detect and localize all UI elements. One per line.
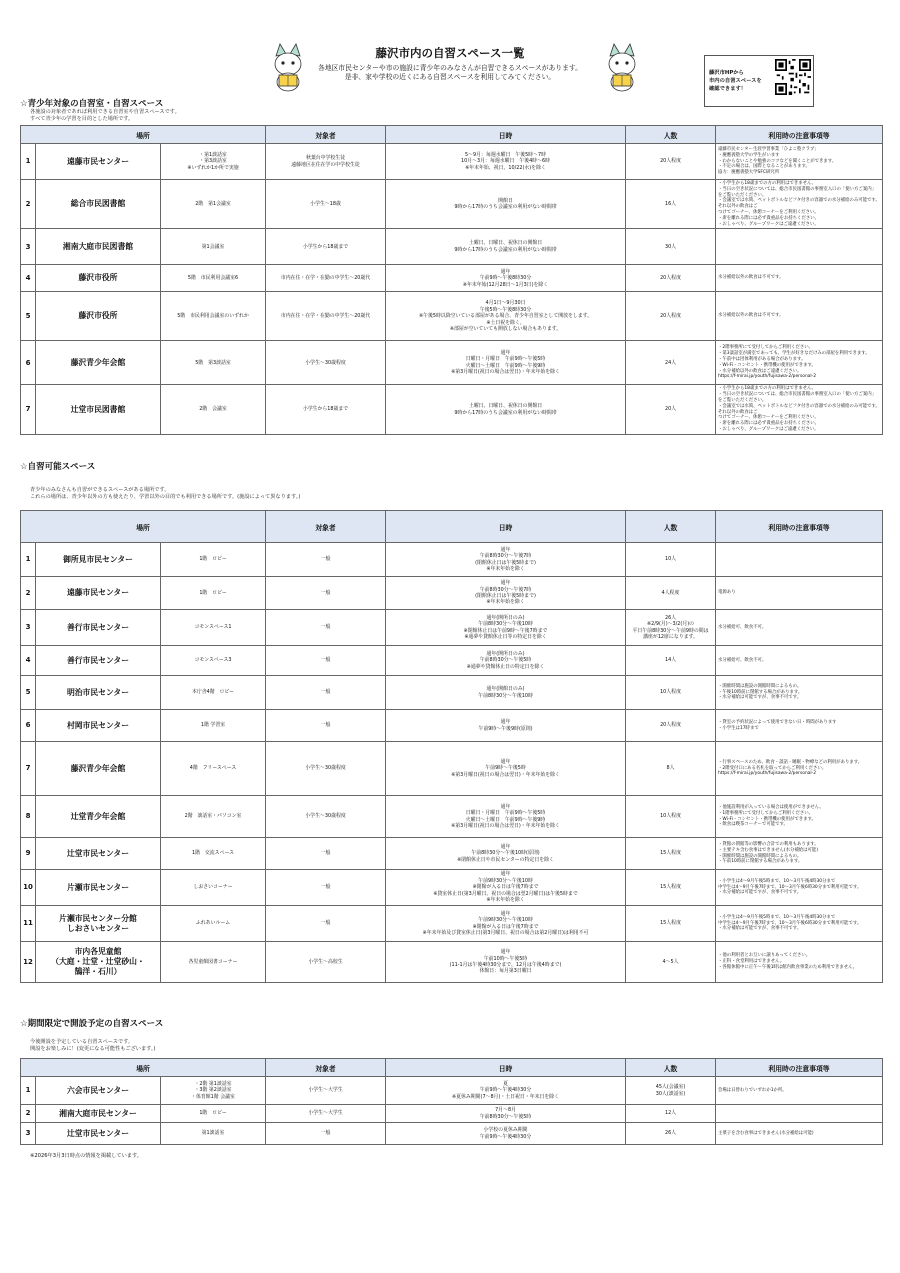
opening-hours: 通年(開所日のみ) 午前8時30分～午後5時 ※通夢や貸館休止日の特定日を除く [386, 646, 626, 676]
opening-hours: 通年 午前9時30分～午後10時 ※閉館が入る日は午後7時まで ※貸室休止日(第3月曜日、祝日の場合は翌2月曜日)は午後5時まで ※年末年始を除く [386, 870, 626, 906]
opening-hours: 通年 午前8時30分～午後10時(原則) ※閉館休止日や市民センターの特定日を除く [386, 838, 626, 870]
place-area: 本庁舎4階 ロビー [161, 676, 266, 710]
place-name: 辻堂市民センター [36, 1123, 161, 1145]
qr-box [704, 55, 814, 107]
place-area: 1階 ロビー [161, 577, 266, 610]
capacity: 26人 ※2/9(月)～3/2(月)の 平日午前8時30分～午前9時の間は 講座が12席になります。 [626, 610, 716, 646]
opening-hours: 小学校の夏休み期間 午前9時～午後4時30分 [386, 1123, 626, 1145]
row-number: 3 [21, 1123, 36, 1145]
usage-notes: ・他の利用者とお互いに譲りあってください。 ・正科・食堂利用はできません。 ・各館休館中に正午～午後1時は館内飲食事業のため利用できません。 [716, 942, 883, 983]
row-number: 11 [21, 906, 36, 942]
row-number: 6 [21, 710, 36, 742]
target-audience: 小学生から18歳まで [266, 385, 386, 434]
target-audience: 小学生～30歳程度 [266, 341, 386, 385]
place-name: 片瀬市民センター分館 しおさいセンター [36, 906, 161, 942]
target-audience: 小学生～大学生 [266, 1105, 386, 1123]
section-note: 今後開設を予定している自習スペースです。 開設をお楽しみに！(変更になる可能性もございます。) [30, 1039, 156, 1052]
row-number: 8 [21, 796, 36, 838]
row-number: 4 [21, 265, 36, 292]
table-body [21, 144, 883, 435]
usage-notes: 電源あり [716, 577, 883, 610]
section-title: ☆期間限定で開設予定の自習スペース [20, 1019, 164, 1029]
place-name: 遠藤市民センター [36, 577, 161, 610]
table-row [21, 180, 883, 229]
place-name: 御所見市民センター [36, 543, 161, 577]
capacity: 16人 [626, 180, 716, 229]
capacity: 30人 [626, 229, 716, 265]
target-audience: 小学生から18歳まで [266, 229, 386, 265]
table-row [21, 906, 883, 942]
target-audience: 小学生～高校生 [266, 942, 386, 983]
capacity: 15人程度 [626, 870, 716, 906]
footnote: ※2026年3月3日時点の情報を掲載しています。 [30, 1153, 142, 1159]
col-notes: 利用時の注意事項等 [716, 1059, 883, 1077]
capacity: 12人 [626, 1105, 716, 1123]
usage-notes: 主菜子を含む食事はできません(水分補給は可能) [716, 1123, 883, 1145]
target-audience: 一般 [266, 870, 386, 906]
opening-hours: 土曜日、日曜日、祝休日の開館日 9時から17時のうち会議室の利用がない時間帯 [386, 385, 626, 434]
target-audience: 小学生～18歳 [266, 180, 386, 229]
opening-hours: 7月～8月 午前8時30分～午後5時 [386, 1105, 626, 1123]
place-name: 六会市民センター [36, 1077, 161, 1105]
row-number: 12 [21, 942, 36, 983]
opening-hours: 通年 午前9時～午後5時 ※第3月曜日(祝日の場合は翌日)・年末年始を除く [386, 742, 626, 796]
target-audience: 市内在住・在学・在勤の中学生～20歳代 [266, 292, 386, 341]
capacity: 8人 [626, 742, 716, 796]
table-row [21, 292, 883, 341]
target-audience: 一般 [266, 577, 386, 610]
table-row [21, 265, 883, 292]
intro-text: 各地区市民センターや市の施設に青少年のみなさんが自習できるスペースがあります。 是非、家や学校の近くにある自習スペースを利用してみてください。 [318, 64, 582, 81]
col-notes: 利用時の注意事項等 [716, 511, 883, 543]
capacity: 20人程度 [626, 265, 716, 292]
capacity: 4～5人 [626, 942, 716, 983]
usage-notes: ・小学生から18歳までの方の利用はできません。 ・当日の空き状況については、総合市民図書館の事務室入口の「使い方ご案内」をご覧いただください。 ・会議室では水筒、ペットボトルなどフタ付きの容器での水分補給のみ可能です。それ以外の飲食はご つけてゴーナー、休憩コーナーをご利用ください。 ・席を離れる際には必ず貴重品をお持ちください。 ・おしゃべり、グループワークはご遠慮ください。 [716, 385, 883, 434]
place-name: 市内各児童館 （大庭・辻堂・辻堂砂山・ 鵠洋・石川） [36, 942, 161, 983]
col-datetime: 日時 [386, 126, 626, 144]
row-number: 7 [21, 385, 36, 434]
capacity: 24人 [626, 341, 716, 385]
table-body [21, 543, 883, 983]
table-row [21, 144, 883, 180]
row-number: 2 [21, 1105, 36, 1123]
row-number: 6 [21, 341, 36, 385]
usage-notes [716, 1105, 883, 1123]
target-audience: 秋葉台中学校生徒 遠藤地区在住在学の中学校生徒 [266, 144, 386, 180]
section-note: 各施設の対象者であれば利用できる自習室や自習スペースです。 すべて青少年の学習を目的とした場所です。 [30, 109, 180, 122]
target-audience: 小学生～30歳程度 [266, 742, 386, 796]
place-name: 善行市民センター [36, 646, 161, 676]
table-row [21, 710, 883, 742]
place-name: 総合市民図書館 [36, 180, 161, 229]
place-name: 藤沢市役所 [36, 265, 161, 292]
table-body [21, 1077, 883, 1145]
usage-notes: 水分補給可、飲食不可。 [716, 646, 883, 676]
usage-notes: 遠藤市民センター生涯学習事業「ひよこ塾クラブ」 ・慶應義塾大学の学生がいます ・わからないことや勉強のコツなどを聞くことができます。 ・不定の場合は、国際となることがあります。 協力：慶應義塾大学SFC研究所 [716, 144, 883, 180]
place-area: 5階 市民利用会議室6 [161, 265, 266, 292]
usage-notes: 水分補給以外の飲食は不可です。 [716, 292, 883, 341]
row-number: 3 [21, 229, 36, 265]
table-row [21, 543, 883, 577]
target-audience: 一般 [266, 543, 386, 577]
capacity: 4人程度 [626, 577, 716, 610]
table-row [21, 229, 883, 265]
usage-notes [716, 229, 883, 265]
opening-hours: 通年(開館日のみ) 午前8時30分～午後10時 [386, 676, 626, 710]
place-area: 2階 第1会議室 [161, 180, 266, 229]
usage-notes: ・開催時間は施設の開館時間によるもの。 ・午後10時前に閉館する場合があります。 ・水分補給は可能ですが、食事不可です。 [716, 676, 883, 710]
col-place: 場所 [21, 1059, 266, 1077]
target-audience: 一般 [266, 646, 386, 676]
place-area: 1階 交流スペース [161, 838, 266, 870]
opening-hours: 夏 午前9時～午後4時30分 ※夏休み期間(7～8月)・土日祝日・年末日を除く [386, 1077, 626, 1105]
table-row [21, 1105, 883, 1123]
qr-code-icon[interactable] [775, 59, 811, 95]
usage-notes: ・小学生から18歳までの方の利用はできません。 ・当日の空き状況については、総合市民図書館の事務室入口の「使い方ご案内」をご覧いただください。 ・会議室では水筒、ペットボトルなどフタ付きの容器での水分補給のみ可能です。それ以外の飲食はご つけてゴーナー、休憩コーナーをご利用ください。 ・席を離れる際には必ず貴重品をお持ちください。 ・おしゃべり、グループワークはご遠慮ください。 [716, 180, 883, 229]
opening-hours: 通年 午前9時～午後9時(原則) [386, 710, 626, 742]
place-area: しおさいコーナー [161, 870, 266, 906]
col-target: 対象者 [266, 1059, 386, 1077]
usage-notes: ・小学生は4～9月午後5時まで、10～3月午後4時30分まで 中学生は4～9月午後7時まで、10～3月午後6時30分まで利用可能です。 ・水分補給は可能ですが、食事不可です。 [716, 870, 883, 906]
capacity: 15人程度 [626, 906, 716, 942]
table-available-spaces [20, 510, 883, 983]
col-capacity: 人数 [626, 126, 716, 144]
place-area: 2階 会議室 [161, 385, 266, 434]
capacity: 20人 [626, 385, 716, 434]
opening-hours: 通年(開所日のみ) 午前8時30分～午後10時 ※閉館休止日は午前9時～午後7時まで ※通夢や貸館休止日等の特定日を除く [386, 610, 626, 646]
place-area: 1階 ロビー [161, 543, 266, 577]
opening-hours: 通年 午前9時～午後8時30分 ※年末年始(12月28日～1月3日)を除く [386, 265, 626, 292]
place-area: 各児童館図書コーナー [161, 942, 266, 983]
col-place: 場所 [21, 511, 266, 543]
capacity: 10人程度 [626, 676, 716, 710]
place-area: 第1談話室 [161, 1123, 266, 1145]
target-audience: 一般 [266, 838, 386, 870]
table-row [21, 646, 883, 676]
table-row [21, 577, 883, 610]
place-area: 第1会議室 [161, 229, 266, 265]
capacity: 20人程度 [626, 710, 716, 742]
table-row [21, 838, 883, 870]
place-area: 4階 フリースペース [161, 742, 266, 796]
qr-caption: 藤沢市HPから 市内の自習スペースを 確認できます！ [709, 70, 762, 92]
place-name: 善行市民センター [36, 610, 161, 646]
usage-notes: ・貸室の予約状況によって使用できない日・時間があります ・小学生は17時まで [716, 710, 883, 742]
target-audience: 一般 [266, 676, 386, 710]
place-name: 遠藤市民センター [36, 144, 161, 180]
usage-notes: 水分補給可、飲食不可。 [716, 610, 883, 646]
row-number: 3 [21, 610, 36, 646]
place-name: 藤沢青少年会館 [36, 742, 161, 796]
table-row [21, 341, 883, 385]
capacity: 10人程度 [626, 796, 716, 838]
table-row [21, 870, 883, 906]
capacity: 20人程度 [626, 144, 716, 180]
place-area: 5階 第3談話室 [161, 341, 266, 385]
capacity: 14人 [626, 646, 716, 676]
table-row [21, 796, 883, 838]
target-audience: 市内在住・在学・在勤の中学生～20歳代 [266, 265, 386, 292]
usage-notes: ・小学生は4～9月午後5時まで、10～3月午後4時30分まで 中学生は4～9月午後7時まで、10～3月午後6時30分まで利用可能です。 ・水分補給は可能ですが、食事不可です。 [716, 906, 883, 942]
place-area: ふれあいルーム [161, 906, 266, 942]
table-row [21, 385, 883, 434]
opening-hours: 土曜日、日曜日、祝休日の開館日 9時から17時のうち会議室の利用がない時間帯 [386, 229, 626, 265]
usage-notes: ・行事スペースのため、飲食・談話・睡眠・物療などの利用があります。 ・2階受付口にある名札を取ってからご利用ください。 https://f-mirai.jp/youth/fujisawa-2/personal-2 [716, 742, 883, 796]
table-row [21, 1077, 883, 1105]
place-area: 1階 ロビー [161, 1105, 266, 1123]
place-area: コモンスペース1 [161, 610, 266, 646]
table-row [21, 1123, 883, 1145]
capacity: 20人程度 [626, 292, 716, 341]
col-capacity: 人数 [626, 511, 716, 543]
section-title: ☆青少年対象の自習室・自習スペース [20, 99, 164, 109]
capacity: 45人(会議室) 30人(談話室) [626, 1077, 716, 1105]
place-area: 5階 市民利用会議室のいずれか [161, 292, 266, 341]
col-datetime: 日時 [386, 1059, 626, 1077]
col-target: 対象者 [266, 511, 386, 543]
target-audience: 小学生～大学生 [266, 1077, 386, 1105]
opening-hours: 通年 午前9時30分～午後10時 ※閉館が入る日は午後7時まで ※年末年始及び貸室休止日(第3月曜日、祝日の場合は第2月曜日)は利用不可 [386, 906, 626, 942]
capacity: 10人 [626, 543, 716, 577]
row-number: 1 [21, 543, 36, 577]
opening-hours: 通年 午前10時～午後5時 (11-1月は午後4時30分まで、12月は午後4時まで) 休館日：毎月第3日曜日 [386, 942, 626, 983]
table-row [21, 742, 883, 796]
col-place: 場所 [21, 126, 266, 144]
place-name: 辻堂市民センター [36, 838, 161, 870]
capacity: 26人 [626, 1123, 716, 1145]
col-target: 対象者 [266, 126, 386, 144]
row-number: 9 [21, 838, 36, 870]
place-area: 2階 談話室・パソコン室 [161, 796, 266, 838]
mascot-icon [602, 42, 642, 92]
row-number: 2 [21, 577, 36, 610]
place-name: 藤沢市役所 [36, 292, 161, 341]
opening-hours: 通年 午前8時30分～午後7時 (閉館休止日は午後5時まで) ※年末年始を除く [386, 577, 626, 610]
section-note: 青少年のみなさんも自習ができるスペースがある場所です。 これらの場所は、青少年以外の方も使えたり、学習以外の目的でも利用できる場所です。(施設によって異なります。) [30, 487, 301, 500]
row-number: 4 [21, 646, 36, 676]
col-capacity: 人数 [626, 1059, 716, 1077]
row-number: 10 [21, 870, 36, 906]
row-number: 5 [21, 676, 36, 710]
table-study-rooms [20, 125, 883, 435]
capacity: 15人程度 [626, 838, 716, 870]
col-notes: 利用時の注意事項等 [716, 126, 883, 144]
target-audience: 一般 [266, 1123, 386, 1145]
place-name: 片瀬市民センター [36, 870, 161, 906]
target-audience: 小学生～30歳程度 [266, 796, 386, 838]
opening-hours: 通年 日曜日・月曜日 午前9時～午後5時 火曜日～土曜日 午前9時～午後9時 ※第3月曜日(祝日の場合は翌日)・年末年始を除く [386, 341, 626, 385]
place-name: 村岡市民センター [36, 710, 161, 742]
table-row [21, 676, 883, 710]
row-number: 2 [21, 180, 36, 229]
place-name: 明治市民センター [36, 676, 161, 710]
place-name: 辻堂市民図書館 [36, 385, 161, 434]
place-area: コモンスペース3 [161, 646, 266, 676]
page-title: 藤沢市内の自習スペース一覧 [375, 46, 525, 60]
row-number: 5 [21, 292, 36, 341]
row-number: 1 [21, 1077, 36, 1105]
target-audience: 一般 [266, 906, 386, 942]
usage-notes: 水分補給以外の飲食は不可です。 [716, 265, 883, 292]
opening-hours: 5～9月：毎週水曜日 午後5時～7時 10月～3月：毎週水曜日 午後4時～6時 ※年末年始、祝日、10/22(水)を除く [386, 144, 626, 180]
table-limited-spaces [20, 1058, 883, 1145]
usage-notes: ・2階事務所にて受付してからご利用ください。 ・第3談話室が満室であっても、学生が好きなだけみの部屋を利用できます。 ・午前中は団体利用がある場合があります。 ・Wi-Fi・コンセント・携帯機の使用ができます。 ・水分補給以外の飲食はご遠慮ください。 https://f-mirai.jp/youth/fujisawa-2/personal-2 [716, 341, 883, 385]
place-name: 藤沢青少年会館 [36, 341, 161, 385]
place-name: 湘南大庭市民図書館 [36, 229, 161, 265]
row-number: 1 [21, 144, 36, 180]
place-area: ・2階 第1談話室 ・3階 第2談話室 ・体育館1階 会議室 [161, 1077, 266, 1105]
place-name: 辻堂青少年会館 [36, 796, 161, 838]
usage-notes: ・他施設利用が入っている場合は使用ができません。 ・1階事務所にて受付してからご利用ください。 ・Wi-Fi・コンセント・携帯機の使用ができます。 ・飲食は喫茶コーナーで可能です。 [716, 796, 883, 838]
usage-notes: ・貸館の閉館等の影響の合計での利用もあります。 ・主要テキ含む食事はできません(水分補給は可能) ・開催時間は施設の開館時間によるもの。 ・午前10時前に閉館する場合があります。 [716, 838, 883, 870]
place-name: 湘南大庭市民センター [36, 1105, 161, 1123]
opening-hours: 通年 午前8時30分～午後7時 (閉館休止日は午後5時まで) ※年末年始を除く [386, 543, 626, 577]
row-number: 7 [21, 742, 36, 796]
usage-notes: 会場は日替わりでいずれか1か所。 [716, 1077, 883, 1105]
place-area: ・第1談話室 ・第3談話室 ※いずれか1か所で実施 [161, 144, 266, 180]
opening-hours: 開館日 9時から17時のうち会議室の利用がない時間帯 [386, 180, 626, 229]
col-datetime: 日時 [386, 511, 626, 543]
target-audience: 一般 [266, 610, 386, 646]
opening-hours: 4月1日～9月30日 午後5時～午後8時30分 ※午後5時以降空いている部屋がある場合、青少年自習室として開放をします。 ※土日祝を除く。 ※部屋が空いていても開放しない場合もあります。 [386, 292, 626, 341]
usage-notes [716, 543, 883, 577]
table-row [21, 942, 883, 983]
opening-hours: 通年 日曜日・月曜日 午前9時～午後5時 火曜日～土曜日 午前9時～午後9時 ※第3月曜日(祝日の場合は翌日)・年末年始を除く [386, 796, 626, 838]
section-title: ☆自習可能スペース [20, 462, 96, 472]
place-area: 1階 学習室 [161, 710, 266, 742]
target-audience: 一般 [266, 710, 386, 742]
table-row [21, 610, 883, 646]
